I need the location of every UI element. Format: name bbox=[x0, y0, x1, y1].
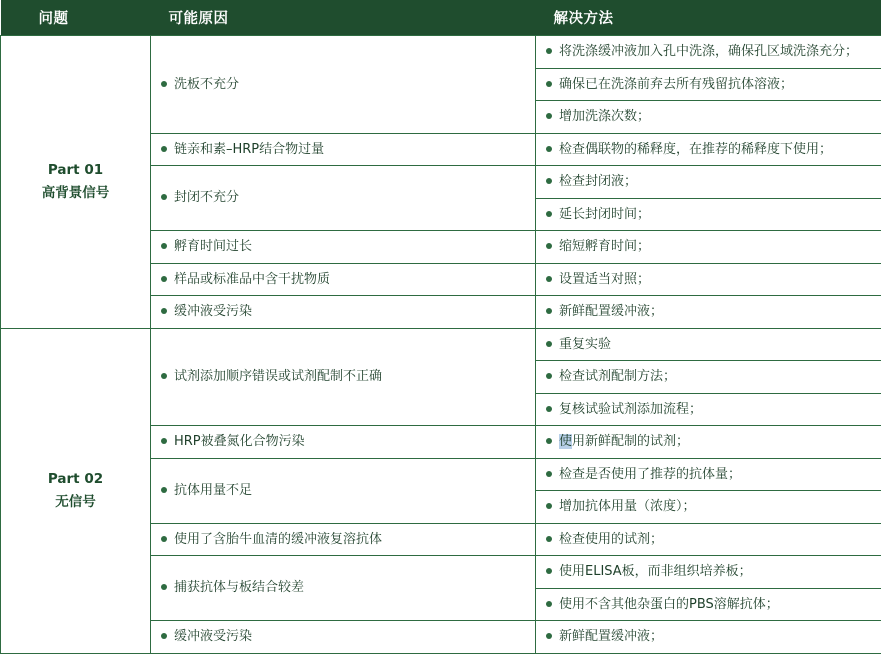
cause-text: 缓冲液受污染 bbox=[174, 302, 252, 322]
bullet-dot-icon bbox=[546, 536, 552, 542]
solution-text: 增加洗涤次数； bbox=[559, 107, 650, 127]
cause-text: 样品或标准品中含干扰物质 bbox=[174, 270, 330, 290]
solution-text: 检查试剂配制方法； bbox=[559, 367, 676, 387]
bullet-dot-icon bbox=[546, 178, 552, 184]
cause-cell bbox=[151, 556, 536, 621]
solution-cell bbox=[536, 68, 881, 101]
solution-text: 检查是否使用了推荐的抗体量； bbox=[559, 465, 741, 485]
solution-text: 确保已在洗涤前弃去所有残留抗体溶液； bbox=[559, 75, 793, 95]
bullet-dot-icon bbox=[546, 568, 552, 574]
bullet-row bbox=[546, 75, 873, 95]
bullet-row bbox=[546, 595, 873, 615]
cause-text: 抗体用量不足 bbox=[174, 481, 252, 501]
cause-cell bbox=[151, 328, 536, 426]
bullet-dot-icon bbox=[161, 438, 167, 444]
solution-cell bbox=[536, 393, 881, 426]
bullet-row bbox=[546, 270, 873, 290]
solution-text: 设置适当对照； bbox=[559, 270, 650, 290]
part-number: Part 02 bbox=[5, 468, 146, 490]
solution-text: 使用不含其他杂蛋白的PBS溶解抗体； bbox=[559, 595, 779, 615]
bullet-row bbox=[546, 562, 873, 582]
bullet-dot-icon bbox=[546, 243, 552, 249]
solution-cell bbox=[536, 426, 881, 459]
part-title: 无信号 bbox=[5, 491, 146, 513]
solution-cell bbox=[536, 523, 881, 556]
cause-text: 试剂添加顺序错误或试剂配制不正确 bbox=[174, 367, 382, 387]
bullet-dot-icon bbox=[161, 146, 167, 152]
bullet-row bbox=[546, 367, 873, 387]
bullet-row bbox=[546, 530, 873, 550]
part-number: Part 01 bbox=[5, 159, 146, 181]
bullet-dot-icon bbox=[546, 633, 552, 639]
solution-text: 重复实验 bbox=[559, 335, 611, 355]
solution-cell bbox=[536, 133, 881, 166]
bullet-dot-icon bbox=[546, 146, 552, 152]
bullet-row bbox=[546, 205, 873, 225]
column-header-solution: 解决方法 bbox=[536, 0, 881, 36]
column-header-cause: 可能原因 bbox=[151, 0, 536, 36]
bullet-row bbox=[161, 270, 527, 290]
bullet-dot-icon bbox=[161, 487, 167, 493]
solution-text: 检查偶联物的稀释度，在推荐的稀释度下使用； bbox=[559, 140, 832, 160]
bullet-row bbox=[546, 335, 873, 355]
table-row bbox=[1, 328, 881, 361]
cause-cell bbox=[151, 263, 536, 296]
cause-cell bbox=[151, 166, 536, 231]
bullet-row bbox=[161, 302, 527, 322]
bullet-row bbox=[546, 432, 873, 452]
part-label-cell bbox=[1, 36, 151, 329]
bullet-row bbox=[161, 578, 527, 598]
bullet-dot-icon bbox=[546, 471, 552, 477]
solution-cell bbox=[536, 621, 881, 654]
bullet-dot-icon bbox=[546, 373, 552, 379]
bullet-row bbox=[546, 302, 873, 322]
part-label-cell bbox=[1, 328, 151, 653]
bullet-dot-icon bbox=[546, 211, 552, 217]
table-header bbox=[1, 0, 881, 36]
cause-cell bbox=[151, 36, 536, 134]
bullet-dot-icon bbox=[161, 308, 167, 314]
solution-cell bbox=[536, 36, 881, 69]
cause-cell bbox=[151, 621, 536, 654]
cause-cell bbox=[151, 133, 536, 166]
bullet-dot-icon bbox=[546, 113, 552, 119]
cause-text: 封闭不充分 bbox=[174, 188, 239, 208]
bullet-dot-icon bbox=[161, 633, 167, 639]
bullet-dot-icon bbox=[161, 584, 167, 590]
cause-cell bbox=[151, 296, 536, 329]
bullet-dot-icon bbox=[161, 81, 167, 87]
solution-text: 增加抗体用量（浓度）； bbox=[559, 497, 696, 517]
cause-text: 捕获抗体与板结合较差 bbox=[174, 578, 304, 598]
bullet-dot-icon bbox=[161, 194, 167, 200]
solution-cell bbox=[536, 556, 881, 589]
bullet-row bbox=[161, 237, 527, 257]
solution-cell bbox=[536, 198, 881, 231]
bullet-row bbox=[161, 530, 527, 550]
part-title: 高背景信号 bbox=[5, 182, 146, 204]
bullet-row bbox=[161, 481, 527, 501]
solution-text: 延长封闭时间； bbox=[559, 205, 650, 225]
solution-cell bbox=[536, 328, 881, 361]
table-row bbox=[1, 36, 881, 69]
bullet-row bbox=[161, 367, 527, 387]
solution-text: 将洗涤缓冲液加入孔中洗涤，确保孔区域洗涤充分； bbox=[559, 42, 858, 62]
cause-text: 链亲和素–HRP结合物过量 bbox=[174, 140, 324, 160]
bullet-dot-icon bbox=[546, 503, 552, 509]
table-header-row bbox=[1, 0, 881, 36]
solution-text: 使用ELISA板，而非组织培养板； bbox=[559, 562, 752, 582]
solution-cell bbox=[536, 263, 881, 296]
bullet-dot-icon bbox=[161, 276, 167, 282]
solution-cell bbox=[536, 491, 881, 524]
bullet-dot-icon bbox=[546, 341, 552, 347]
cause-text: HRP被叠氮化合物污染 bbox=[174, 432, 305, 452]
cause-cell bbox=[151, 426, 536, 459]
table-body bbox=[1, 36, 881, 654]
solution-text: 使用新鲜配制的试剂； bbox=[559, 432, 689, 452]
bullet-dot-icon bbox=[161, 243, 167, 249]
bullet-row bbox=[546, 140, 873, 160]
cause-text: 使用了含胎牛血清的缓冲液复溶抗体 bbox=[174, 530, 382, 550]
bullet-row bbox=[546, 627, 873, 647]
bullet-row bbox=[546, 237, 873, 257]
bullet-row bbox=[546, 497, 873, 517]
cause-text: 洗板不充分 bbox=[174, 75, 239, 95]
bullet-row bbox=[546, 42, 873, 62]
bullet-row bbox=[546, 465, 873, 485]
solution-text: 复核试验试剂添加流程； bbox=[559, 400, 702, 420]
cause-text: 缓冲液受污染 bbox=[174, 627, 252, 647]
column-header-problem: 问题 bbox=[1, 0, 151, 36]
bullet-row bbox=[161, 432, 527, 452]
bullet-row bbox=[161, 140, 527, 160]
solution-cell bbox=[536, 231, 881, 264]
bullet-dot-icon bbox=[546, 601, 552, 607]
bullet-dot-icon bbox=[546, 48, 552, 54]
bullet-dot-icon bbox=[161, 536, 167, 542]
text-selection-highlight: 使 bbox=[559, 434, 572, 449]
bullet-dot-icon bbox=[546, 438, 552, 444]
cause-cell bbox=[151, 458, 536, 523]
solution-cell bbox=[536, 296, 881, 329]
bullet-row bbox=[161, 75, 527, 95]
bullet-row bbox=[161, 188, 527, 208]
solution-cell bbox=[536, 458, 881, 491]
solution-cell bbox=[536, 588, 881, 621]
bullet-row bbox=[546, 400, 873, 420]
bullet-row bbox=[546, 107, 873, 127]
solution-text: 缩短孵育时间； bbox=[559, 237, 650, 257]
bullet-dot-icon bbox=[546, 308, 552, 314]
solution-text: 检查使用的试剂； bbox=[559, 530, 663, 550]
cause-text: 孵育时间过长 bbox=[174, 237, 252, 257]
solution-text: 检查封闭液； bbox=[559, 172, 637, 192]
bullet-row bbox=[546, 172, 873, 192]
solution-cell bbox=[536, 166, 881, 199]
solution-text: 新鲜配置缓冲液； bbox=[559, 302, 663, 322]
cause-cell bbox=[151, 231, 536, 264]
solution-text: 新鲜配置缓冲液； bbox=[559, 627, 663, 647]
bullet-dot-icon bbox=[546, 81, 552, 87]
bullet-dot-icon bbox=[546, 276, 552, 282]
cause-cell bbox=[151, 523, 536, 556]
bullet-row bbox=[161, 627, 527, 647]
bullet-dot-icon bbox=[161, 373, 167, 379]
solution-cell bbox=[536, 361, 881, 394]
solution-cell bbox=[536, 101, 881, 134]
bullet-dot-icon bbox=[546, 406, 552, 412]
